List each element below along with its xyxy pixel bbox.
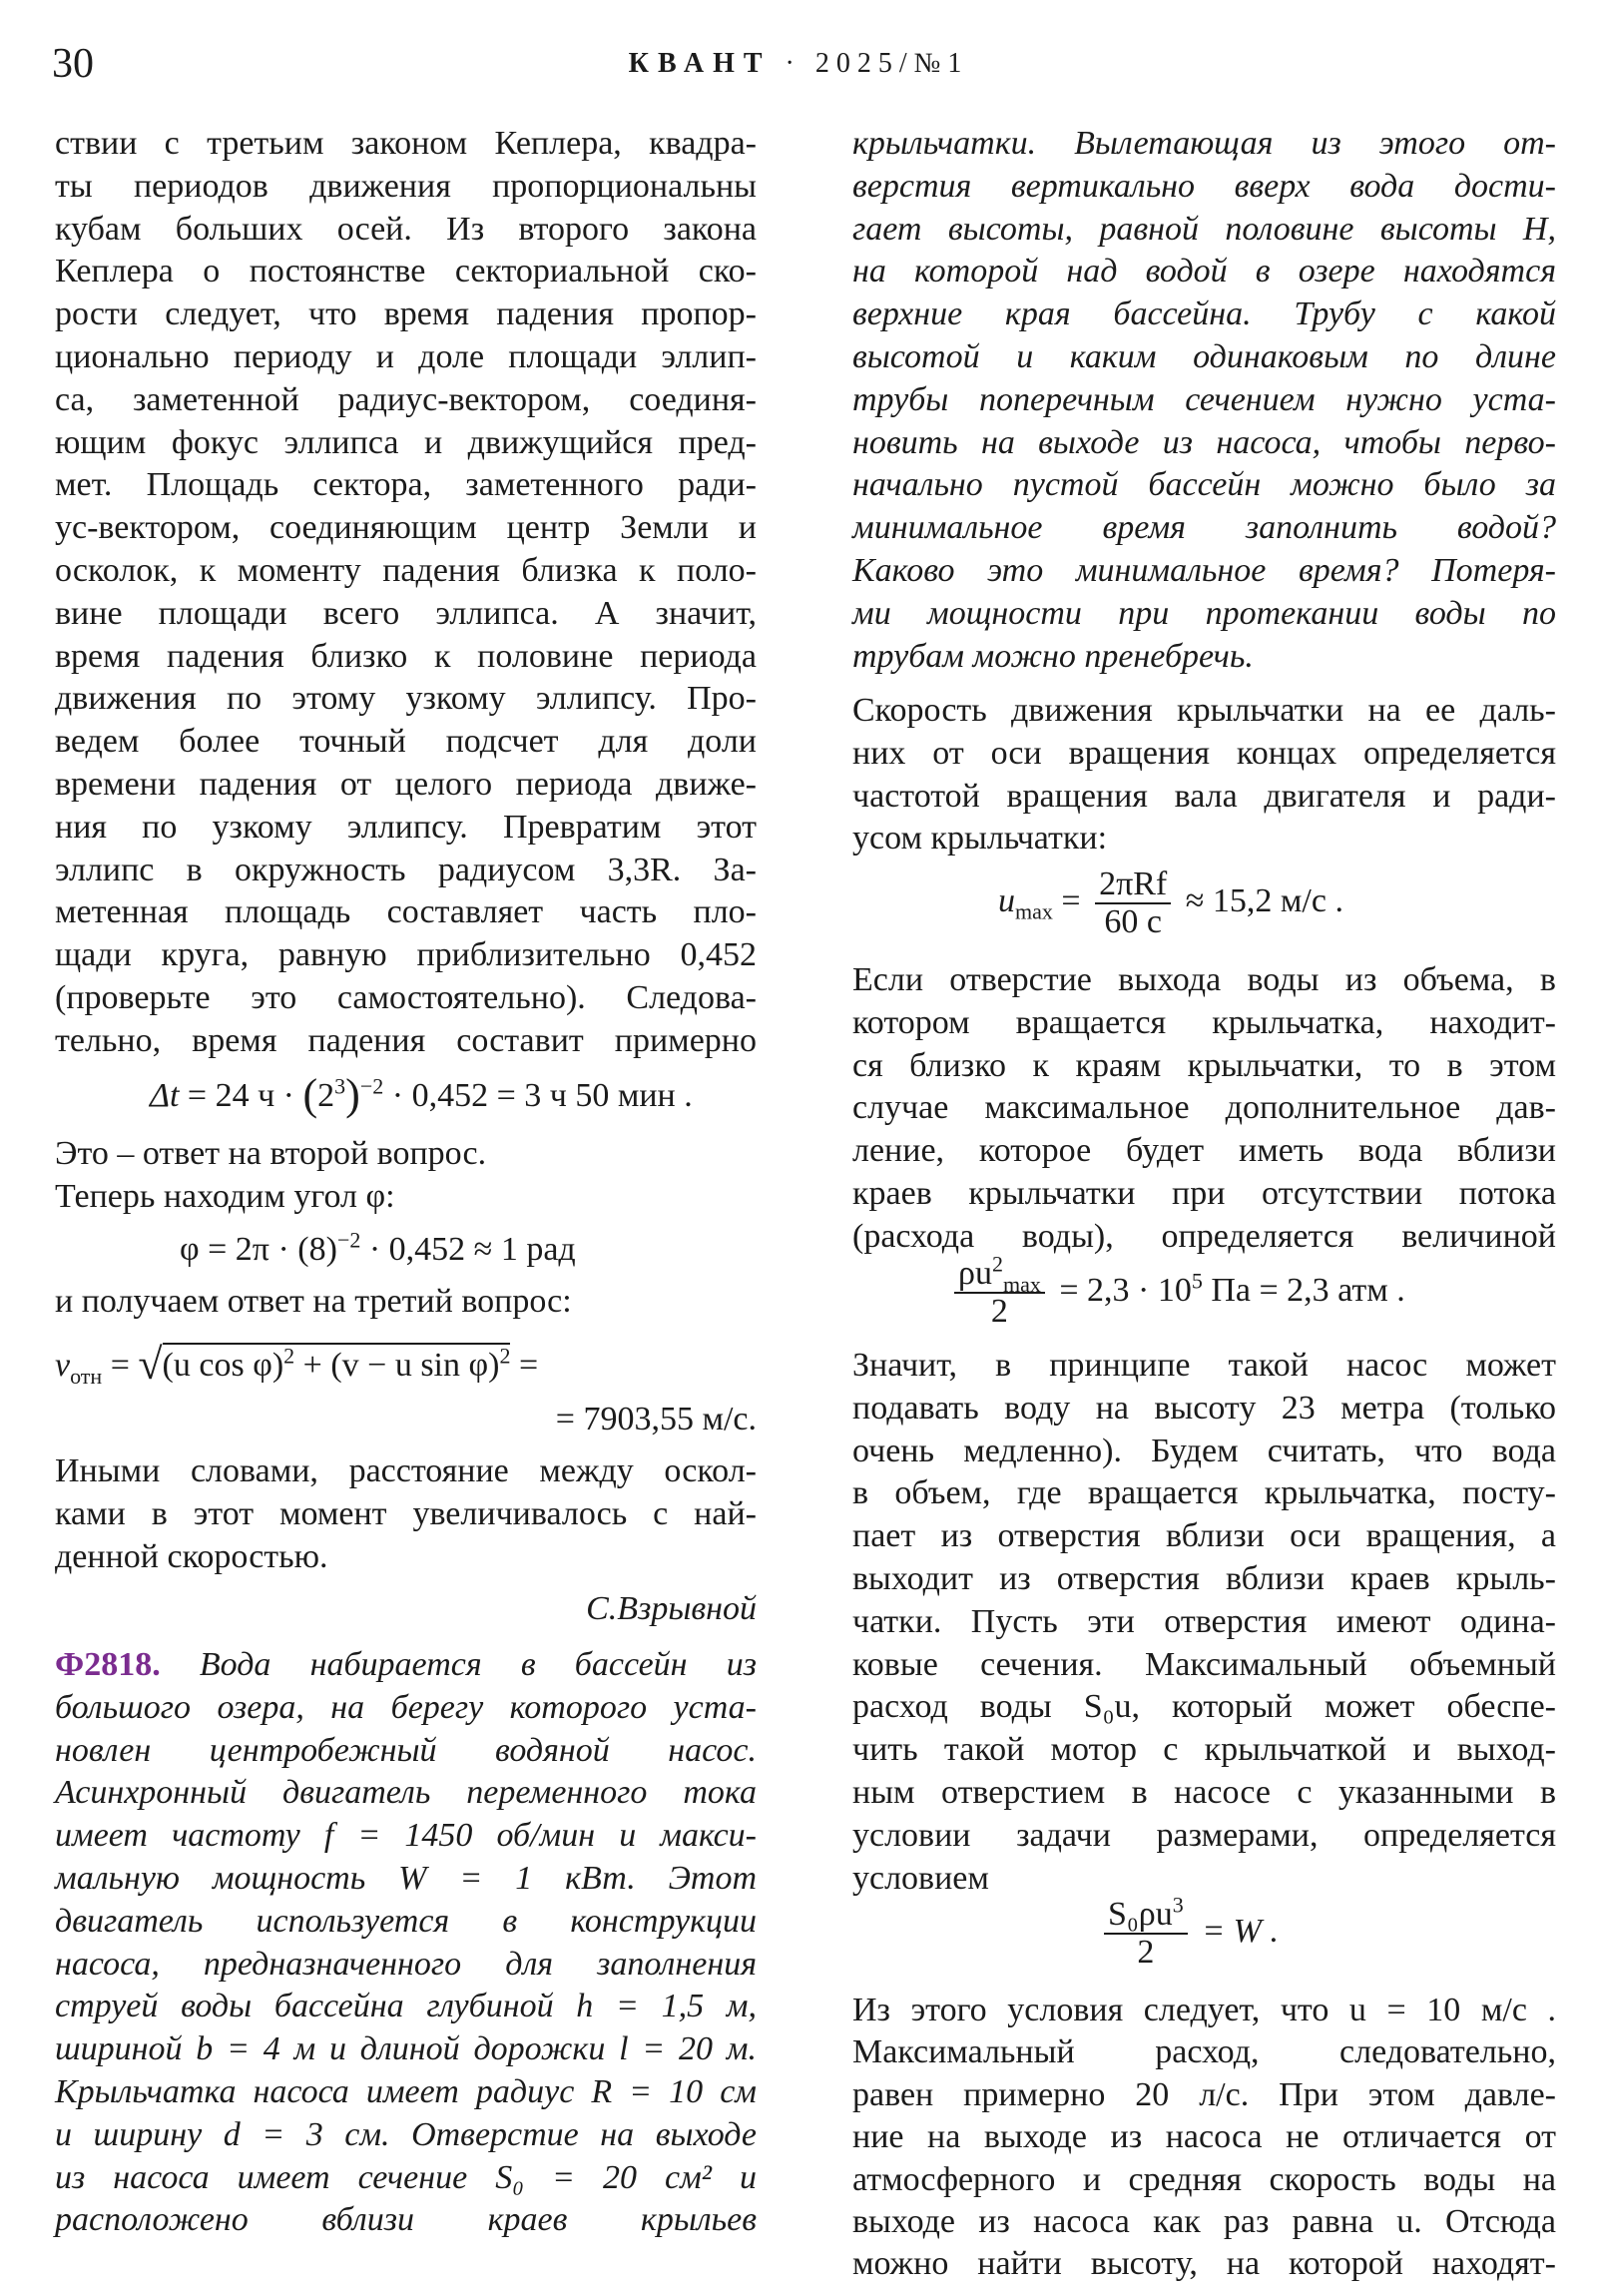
- formula-part: · 0,452 ≈ 1 рад: [368, 1231, 576, 1268]
- paragraph-line: выходит из отверстия вблизи краев крыль-: [852, 1560, 1556, 1597]
- journal-title: КВАНТ: [628, 48, 772, 79]
- problem-line: [55, 1643, 757, 1686]
- problem-line: струей воды бассейна глубиной h = 1,5 м,: [55, 1988, 757, 2025]
- formula-pressure: [948, 1251, 1405, 1330]
- paren-open: (: [302, 1070, 318, 1119]
- paren-close: ): [345, 1070, 360, 1119]
- formula-part: u: [998, 881, 1015, 919]
- paragraph-line: рости следует, что время падения пропор-: [55, 295, 757, 333]
- paragraph-line: (расхода воды), определяется величиной: [852, 1217, 1556, 1255]
- paragraph-line: ками в этот момент увеличивалось с най-: [55, 1494, 757, 1532]
- paragraph-line: чить такой мотор с крыльчаткой и выход-: [852, 1731, 1556, 1769]
- formula-numerator: [954, 1251, 1045, 1297]
- formula-part: = 2,3 · 10: [1059, 1271, 1192, 1309]
- formula-part: −2: [359, 1073, 384, 1099]
- paragraph-line: краев крыльчатки при отсутствии потока: [852, 1175, 1556, 1212]
- formula-v-rel: [55, 1340, 539, 1389]
- problem-line: двигатель используется в конструкции: [55, 1902, 757, 1940]
- paragraph-line: атмосферного и средняя скорость воды на: [852, 2160, 1556, 2198]
- paragraph-line: Иными словами, расстояние между оскол-: [55, 1452, 757, 1489]
- formula-part: отн: [70, 1363, 103, 1389]
- fraction: [1104, 1892, 1188, 1971]
- paragraph-line: времени падения от целого периода движе-: [55, 766, 757, 803]
- problem-line: новить на выходе из насоса, чтобы перво-: [852, 423, 1556, 461]
- formula-part: max: [1002, 1271, 1041, 1297]
- paragraph-line: очень медленно). Будем считать, что вода: [852, 1432, 1556, 1469]
- paragraph-line: подавать воду на высоту 23 метра (только: [852, 1389, 1556, 1427]
- paragraph-line: Из этого условия следует, что u = 10 м/с .: [852, 1992, 1556, 2028]
- formula-phi: [180, 1228, 576, 1272]
- problem-line: высотой и каким одинаковым по длине: [852, 338, 1556, 375]
- problem-line: верхние края бассейна. Трубу с какой: [852, 295, 1556, 333]
- paragraph-line: ление, которое будет иметь вода вблизи: [852, 1132, 1556, 1170]
- problem-text: Вода набирается в бассейн из: [160, 1646, 757, 1683]
- paragraph-line: Это – ответ на второй вопрос.: [55, 1135, 487, 1172]
- formula-part: 2: [283, 1343, 295, 1369]
- paragraph-line: ния по узкому эллипсу. Превратим этот: [55, 808, 757, 846]
- paragraph-line: движения по этому узкому эллипсу. Про-: [55, 680, 757, 718]
- paragraph-line: Если отверстие выхода воды из объема, в: [852, 961, 1556, 998]
- formula-denominator: 60 с: [1104, 903, 1162, 940]
- formula-part: 3: [334, 1073, 346, 1099]
- issue-number: · 2025/№1: [785, 48, 969, 79]
- paragraph-line: ствии с третьим законом Кеплера, квадра-: [55, 125, 757, 162]
- formula-part: ρu: [958, 1255, 992, 1292]
- formula-part: =: [110, 1347, 130, 1384]
- paragraph-line: в объем, где вращается крыльчатка, посту-: [852, 1474, 1556, 1512]
- paragraph-line: усом крыльчатки:: [852, 820, 1108, 858]
- formula-part: φ = 2π · (8): [180, 1231, 337, 1268]
- paragraph-line: денной скоростью.: [55, 1537, 328, 1575]
- problem-line: расположено вблизи краев крыльев: [55, 2201, 757, 2239]
- formula-part: =: [1061, 881, 1081, 919]
- formula-part: S₀ρu: [1108, 1896, 1173, 1933]
- paragraph-line: (проверьте это самостоятельно). Следова-: [55, 979, 757, 1016]
- formula-part: = W .: [1202, 1912, 1279, 1950]
- paragraph-line: щади круга, равную приблизительно 0,452: [55, 936, 757, 974]
- problem-line: трубам можно пренебречь.: [852, 637, 1254, 675]
- problem-line: из насоса имеет сечение S₀ = 20 см² и: [55, 2158, 757, 2196]
- problem-line: имеет частоту f = 1450 об/мин и макси-: [55, 1817, 757, 1855]
- formula-part: Па = 2,3 атм .: [1202, 1271, 1405, 1309]
- author-signature: С.Взрывной: [586, 1590, 757, 1627]
- problem-line: Асинхронный двигатель переменного тока: [55, 1774, 757, 1812]
- paragraph-line: тельно, время падения составит примерно: [55, 1021, 757, 1059]
- paragraph-line: случае максимальное дополнительное дав-: [852, 1089, 1556, 1127]
- paragraph-line: ционально периоду и доле площади эллип-: [55, 338, 757, 375]
- formula-v-result: = 7903,55 м/с.: [555, 1401, 757, 1437]
- problem-line: минимальное время заполнить водой?: [852, 509, 1556, 547]
- formula-part: 2: [317, 1077, 335, 1114]
- formula-part: + (v − u sin φ): [294, 1347, 500, 1384]
- paragraph-line: условии задачи размерами, определяется: [852, 1816, 1556, 1854]
- fraction: [1095, 866, 1171, 940]
- problem-line: ми мощности при протекании воды по: [852, 594, 1556, 632]
- paragraph-line: Кеплера о постоянстве секториальной ско-: [55, 253, 757, 290]
- paragraph-line: са, заметенной радиус-вектором, соединя-: [55, 380, 757, 418]
- paragraph-line: котором вращается крыльчатка, находит-: [852, 1003, 1556, 1041]
- paragraph-line: равен примерно 20 л/с. При этом давле-: [852, 2075, 1556, 2113]
- paragraph-line: мет. Площадь сектора, заметенного ради-: [55, 466, 757, 504]
- running-header: [0, 48, 1597, 80]
- paragraph-line: можно найти высоту, на которой находят-: [852, 2245, 1556, 2283]
- problem-line: большого озера, на берегу которого уста-: [55, 1688, 757, 1726]
- formula-part: ≈ 15,2 м/с .: [1185, 881, 1343, 919]
- problem-line: новлен центробежный водяной насос.: [55, 1731, 757, 1769]
- problem-line: Крыльчатка насоса имеет радиус R = 10 см: [55, 2073, 757, 2110]
- problem-line: насоса, предназначенного для заполнения: [55, 1945, 757, 1983]
- paragraph-line: расход воды S₀u, который может обеспе-: [852, 1688, 1556, 1726]
- paragraph-line: условием: [852, 1859, 989, 1897]
- formula-part: · 0,452 = 3 ч 50 мин .: [391, 1077, 693, 1114]
- problem-line: гает высоты, равной половине высоты H,: [852, 210, 1556, 248]
- formula-part: 2: [499, 1343, 511, 1369]
- paragraph-line: ние на выходе из насоса не отличается от: [852, 2118, 1556, 2156]
- formula-part: =: [518, 1347, 539, 1384]
- formula-part: −2: [336, 1227, 361, 1253]
- paragraph-line: метенная площадь составляет часть пло-: [55, 893, 757, 931]
- formula-numerator: 2πRf: [1095, 866, 1171, 904]
- formula-part: 2: [991, 1251, 1003, 1277]
- paragraph-line: чатки. Пусть эти отверстия имеют одина-: [852, 1602, 1556, 1640]
- problem-line: начально пустой бассейн можно было за: [852, 466, 1556, 504]
- paragraph-line: вине площади всего эллипса. А значит,: [55, 594, 757, 632]
- sqrt-icon: √: [138, 1340, 163, 1389]
- problem-line: шириной b = 4 м и длиной дорожки l = 20 м.: [55, 2030, 757, 2068]
- formula-denominator: 2: [1137, 1934, 1155, 1971]
- paragraph-line: Скорость движения крыльчатки на ее даль-: [852, 692, 1556, 729]
- paragraph-line: время падения близко к половине периода: [55, 637, 757, 675]
- problem-line: мальную мощность W = 1 кВт. Этот: [55, 1860, 757, 1897]
- formula-part: v: [55, 1347, 71, 1384]
- paragraph-line: ты периодов движения пропорциональны: [55, 167, 757, 205]
- paragraph-line: ус-вектором, соединяющим центр Земли и: [55, 509, 757, 547]
- paragraph-line: частотой вращения вала двигателя и ради-: [852, 777, 1556, 815]
- problem-line: и ширину d = 3 см. Отверстие на выходе: [55, 2115, 757, 2153]
- paragraph-line: выходе из насоса как раз равна u. Отсюда: [852, 2203, 1556, 2240]
- paragraph-line: осколок, к моменту падения близка к поло-: [55, 552, 757, 589]
- formula-part: Δt: [150, 1077, 180, 1114]
- paragraph-line: Теперь находим угол φ:: [55, 1177, 395, 1215]
- problem-number: Ф2818.: [55, 1646, 161, 1683]
- problem-line: Каково это минимальное время? Потеря-: [852, 552, 1556, 589]
- formula-part: 3: [1172, 1892, 1184, 1918]
- problem-line: трубы поперечным сечением нужно уста-: [852, 380, 1556, 418]
- page-number: 30: [52, 41, 94, 87]
- paragraph-line: пает из отверстия вблизи оси вращения, а: [852, 1517, 1556, 1555]
- paragraph-line: ведем более точный подсчет для доли: [55, 723, 757, 761]
- problem-line: на которой над водой в озере находятся: [852, 253, 1556, 290]
- fraction: [954, 1251, 1045, 1330]
- formula-part: 5: [1191, 1268, 1203, 1294]
- paragraph-line: ющим фокус эллипса и движущийся пред-: [55, 423, 757, 461]
- problem-line: крыльчатки. Вылетающая из этого от-: [852, 125, 1556, 162]
- paragraph-line: Значит, в принципе такой насос может: [852, 1347, 1556, 1384]
- paragraph-line: эллипс в окружность радиусом 3,3R. За-: [55, 851, 757, 888]
- formula-delta-t: [150, 1070, 693, 1119]
- formula-part: (u cos φ): [162, 1347, 284, 1384]
- formula-power: [1098, 1892, 1279, 1971]
- paragraph-line: ковые сечения. Максимальный объемный: [852, 1645, 1556, 1683]
- paragraph-line: Максимальный расход, следовательно,: [852, 2033, 1556, 2071]
- formula-part: = 24 ч ·: [187, 1077, 295, 1114]
- problem-line: верстия вертикально вверх вода дости-: [852, 167, 1556, 205]
- paragraph-line: ным отверстием в насосе с указанными в: [852, 1774, 1556, 1811]
- paragraph-line: них от оси вращения концах определяется: [852, 734, 1556, 772]
- formula-part: max: [1015, 898, 1053, 924]
- formula-u-max: [998, 866, 1343, 940]
- formula-numerator: [1104, 1892, 1188, 1935]
- formula-denominator: 2: [990, 1293, 1008, 1330]
- paragraph-line: и получаем ответ на третий вопрос:: [55, 1283, 572, 1320]
- paragraph-line: кубам больших осей. Из второго закона: [55, 210, 757, 248]
- paragraph-line: ся близко к краям крыльчатки, то в этом: [852, 1046, 1556, 1084]
